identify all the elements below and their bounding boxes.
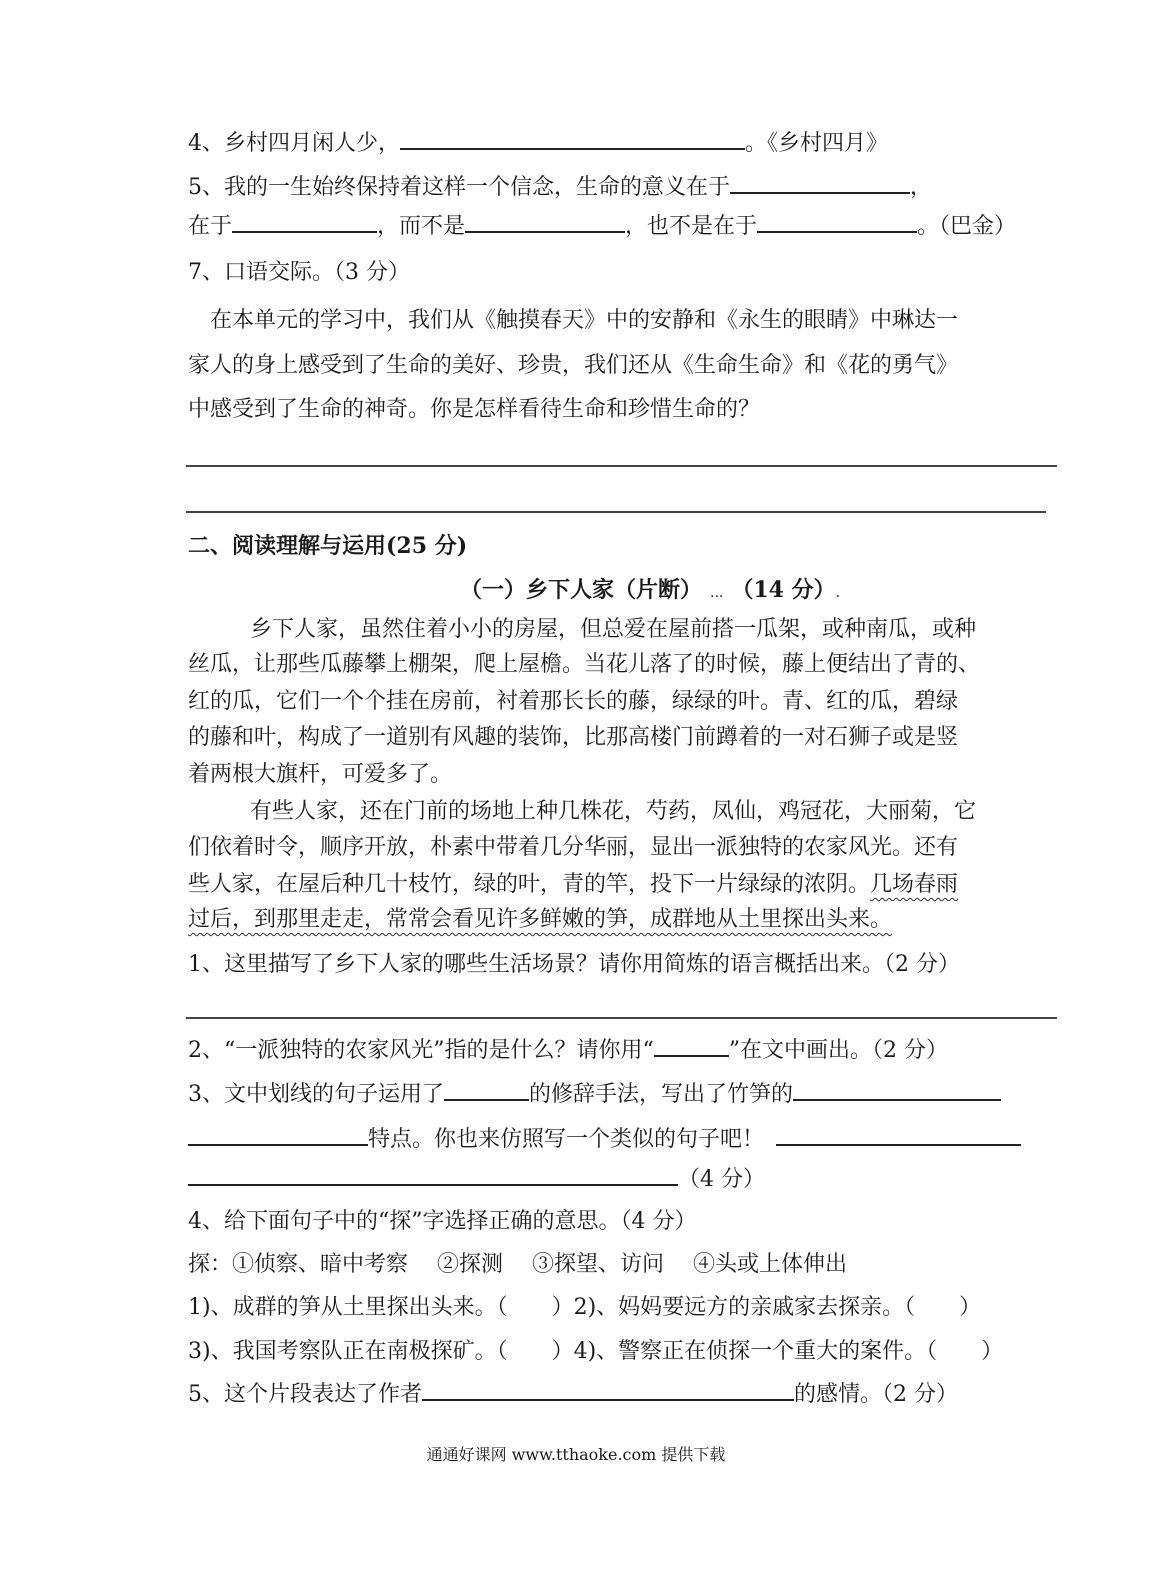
section-title: 二、阅读理解与运用 — [188, 533, 387, 559]
q2-text-end: ”在文中画出。（2 分） — [728, 1038, 948, 1063]
reading-q4-title: 4、给下面句子中的“探”字选择正确的意思。（4 分） — [188, 1209, 697, 1234]
reading-q4-sentences-2: 3)、我国考察队正在南极探矿。（ ）4)、警察正在侦探一个重大的案件。（ ） — [188, 1339, 1004, 1364]
q3-blank-5 — [188, 1164, 678, 1186]
reading-q3-line3 — [188, 1164, 765, 1195]
passage-title-line — [460, 575, 840, 608]
reading-q4-sentences-1: 1)、成群的笋从土里探出头来。（ ）2)、妈妈要远方的亲戚家去探亲。（ ） — [188, 1295, 982, 1320]
passage-para2-line — [188, 870, 958, 900]
reading-q5 — [188, 1379, 958, 1410]
q2-text: 2、“一派独特的农家风光”指的是什么？请你用“ — [188, 1038, 654, 1063]
q7-paragraph-line-1: 在本单元的学习中，我们从《触摸春天》中的安静和《永生的眼睛》中琳达一 — [210, 308, 959, 333]
q5-c: ，也不是在于 — [625, 214, 758, 239]
passage-dots: ... — [710, 585, 724, 601]
passage-score: （14 分） — [731, 577, 836, 603]
q4-line — [188, 128, 888, 159]
underlined-sentence: 过后，到那里走走，常常会看见许多鲜嫩的笋，成群地从土里探出头来。 — [188, 907, 893, 932]
underlined-sentence: 几场春雨 — [870, 872, 959, 897]
passage-para2-line: 们依着时令，顺序开放，朴素中带着几分华丽，显出一派独特的农家风光。还有 — [188, 835, 959, 860]
q7-title: 7、口语交际。（3 分） — [188, 260, 410, 285]
q3-blank-3 — [188, 1124, 368, 1146]
passage-para2-line: 有些人家，还在门前的场地上种几株花，芍药，凤仙，鸡冠花，大丽菊，它 — [250, 799, 977, 824]
reading-q4-options: 探：①侦察、暗中考察 ②探测 ③探望、访问 ④头或上体伸出 — [188, 1252, 847, 1277]
reading-q1: 1、这里描写了乡下人家的哪些生活场景？请你用简炼的语言概括出来。（2 分） — [188, 952, 960, 977]
passage-text: 些人家，在屋后种几十枝竹，绿的叶，青的竿，投下一片绿绿的浓阴。 — [188, 872, 871, 897]
q5-reading-end: 的感情。（2 分） — [794, 1382, 958, 1407]
footer-credit: 通通好课网 www.tthaoke.com 提供下载 — [426, 1445, 726, 1464]
reading-q3-line2 — [188, 1124, 1021, 1155]
passage-para1-line: 乡下人家，虽然住着小小的房屋，但总爱在屋前搭一瓜架，或种南瓜，或种 — [250, 617, 977, 642]
answer-line — [186, 1017, 1057, 1019]
q4-end: 。《乡村四月》 — [745, 131, 889, 156]
q3-blank-2 — [793, 1079, 1001, 1101]
q4-blank — [400, 128, 745, 150]
q5-text: 5、我的一生始终保持着这样一个信念，生命的意义在于 — [188, 175, 730, 200]
passage-mark: . — [835, 585, 841, 601]
passage-para1-line: 着两根大旗杆，可爱多了。 — [188, 762, 453, 787]
passage-para1-line: 丝瓜，让那些瓜藤攀上棚架，爬上屋檐。当花儿落了的时候，藤上便结出了青的、 — [188, 652, 981, 677]
q7-paragraph-line-3: 中感受到了生命的神奇。你是怎样看待生命和珍惜生命的？ — [188, 397, 761, 422]
q4-text: 4、乡村四月闲人少， — [188, 131, 400, 156]
q5-blank-4 — [757, 211, 917, 233]
q3-text-3: 特点。你也来仿照写一个类似的句子吧！ — [368, 1127, 765, 1152]
answer-line — [186, 511, 1046, 513]
reading-q2 — [188, 1035, 948, 1066]
reading-q3-line1 — [188, 1079, 1001, 1110]
q5-blank-3 — [465, 211, 625, 233]
q5-blank-1 — [730, 172, 910, 194]
q3-blank-1 — [444, 1079, 529, 1101]
q5-a: 在于 — [188, 214, 233, 239]
passage-para1-line: 的藤和叶，构成了一道别有风趣的装饰，比那高楼门前蹲着的一对石狮子或是竖 — [188, 725, 959, 750]
q3-text-2: 的修辞手法，写出了竹笋的 — [529, 1082, 794, 1107]
q5-line1 — [188, 172, 932, 203]
answer-line — [186, 465, 1057, 467]
passage-para1-line: 红的瓜，它们一个个挂在房前，衬着那长长的藤，绿绿的叶。青、红的瓜，碧绿 — [188, 689, 959, 714]
q5-comma: ， — [910, 175, 933, 200]
q3-text: 3、文中划线的句子运用了 — [188, 1082, 444, 1107]
passage-title: （一）乡下人家（片断） — [460, 577, 703, 603]
q3-score: （4 分） — [678, 1167, 765, 1192]
q2-underline-sample — [654, 1035, 729, 1057]
q5-line2 — [188, 211, 1016, 242]
section-heading — [188, 531, 467, 562]
q5-reading-blank — [422, 1379, 794, 1401]
q5-end: 。（巴金） — [917, 214, 1017, 239]
q5-blank-2 — [232, 211, 377, 233]
q5-b: ，而不是 — [377, 214, 466, 239]
section-score: (25 分) — [386, 533, 468, 559]
q5-reading-text: 5、这个片段表达了作者 — [188, 1382, 422, 1407]
q7-paragraph-line-2: 家人的身上感受到了生命的美好、珍贵，我们还从《生命生命》和《花的勇气》 — [188, 353, 959, 378]
q3-blank-4 — [776, 1124, 1021, 1146]
passage-para2-line — [188, 905, 892, 935]
